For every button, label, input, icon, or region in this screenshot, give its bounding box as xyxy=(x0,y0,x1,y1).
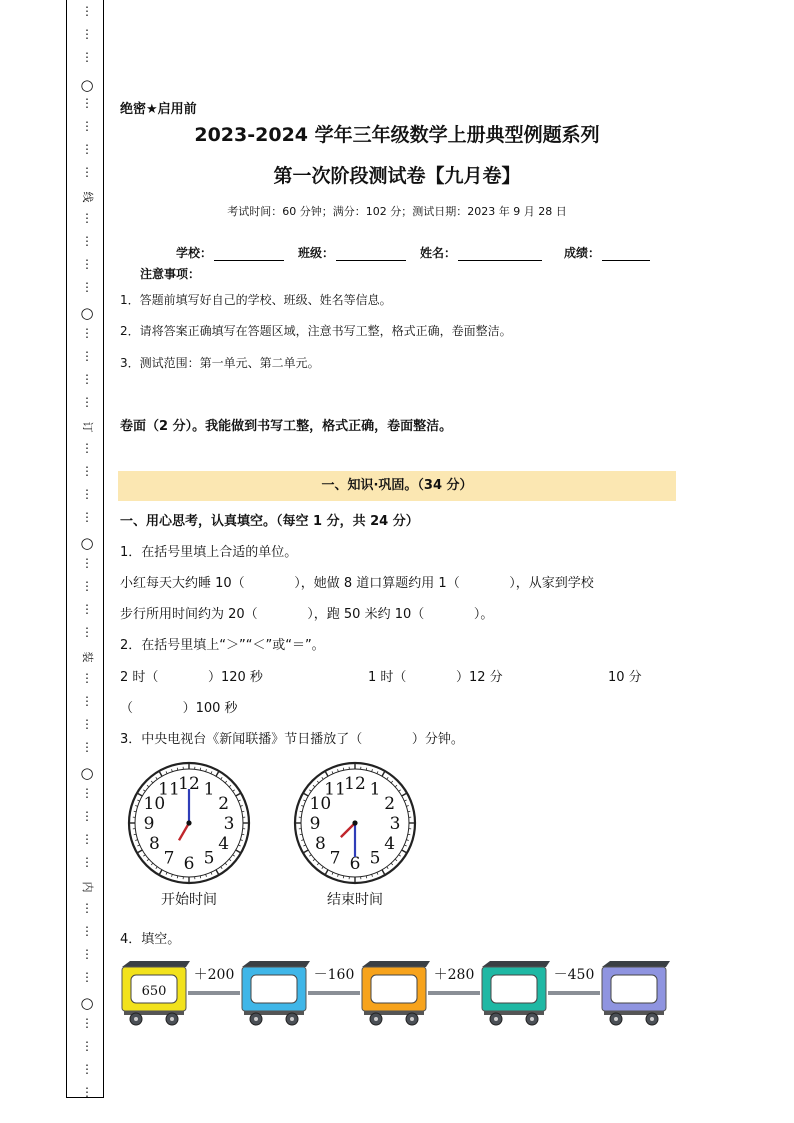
clock-number: 1 xyxy=(369,779,381,800)
start-clock xyxy=(126,760,252,886)
margin-dots: ⋮ xyxy=(81,947,93,961)
clock-tick xyxy=(177,876,178,878)
end-time-label: 结束时间 xyxy=(327,892,383,908)
score-field[interactable] xyxy=(564,244,650,261)
margin-dots: ⋮ xyxy=(81,556,93,570)
clock-number: 10 xyxy=(309,794,332,814)
margin-dots: ⋮ xyxy=(81,326,93,340)
clock-tick xyxy=(134,811,136,812)
exam-info: 考试时间：60 分钟；满分：102 分；测试日期：2023 年 9 月 28 日 xyxy=(227,205,567,218)
margin-dots: ⋮ xyxy=(81,602,93,616)
clock-number: 11 xyxy=(324,779,346,800)
coupler xyxy=(548,991,600,995)
margin-dots: ⋮ xyxy=(81,579,93,593)
margin-dots: ⋮ xyxy=(81,27,93,41)
margin-dots: ⋮ xyxy=(81,855,93,869)
margin-dots: ⋮ xyxy=(81,257,93,271)
margin-dots: ⋮ xyxy=(81,740,93,754)
q2-compare-d: （ ）100 秒 xyxy=(120,701,238,716)
margin-dots: ⋮ xyxy=(81,441,93,455)
margin-dots: ⋮ xyxy=(81,1016,93,1030)
train-car xyxy=(482,961,550,1025)
clock-number: 3 xyxy=(389,814,401,834)
margin-dots: ⋮ xyxy=(81,832,93,846)
car-window[interactable] xyxy=(611,975,657,1003)
neatness-statement: 卷面（2 分）。我能做到书写工整，格式正确，卷面整洁。 xyxy=(120,419,453,434)
margin-dots: ⋮ xyxy=(81,395,93,409)
clock-number: 4 xyxy=(218,834,230,854)
clock-number: 3 xyxy=(223,814,235,834)
clock-tick xyxy=(242,834,244,835)
class-blank[interactable] xyxy=(336,248,406,261)
student-info-row xyxy=(176,244,650,261)
school-label: 学校： xyxy=(176,246,213,260)
class-label: 班级： xyxy=(298,246,335,260)
wheel-hub xyxy=(530,1017,534,1021)
clock-number: 4 xyxy=(384,834,396,854)
clock-number: 11 xyxy=(158,779,180,800)
margin-dots: ⋮ xyxy=(81,717,93,731)
name-label: 姓名： xyxy=(420,246,457,260)
clock-number: 10 xyxy=(143,794,166,814)
clock-tick xyxy=(300,811,302,812)
exam-title: 2023-2024 学年三年级数学上册典型例题系列 xyxy=(194,124,600,146)
margin-dots: ⋮ xyxy=(81,510,93,524)
start-time-label: 开始时间 xyxy=(161,892,217,908)
margin-char: 内 xyxy=(81,881,94,893)
margin-dots: ⋮ xyxy=(81,970,93,984)
train-car xyxy=(602,961,670,1025)
q2-title: 2．在括号里填上“＞”“＜”或“＝”。 xyxy=(120,638,325,653)
clock-number: 12 xyxy=(178,774,200,794)
clock-tick xyxy=(408,834,410,835)
margin-dots: ⋮ xyxy=(81,625,93,639)
margin-dots: ⋮ xyxy=(81,924,93,938)
clock-number: 9 xyxy=(143,814,155,834)
margin-dots: ⋮ xyxy=(81,165,93,179)
margin-circle: ○ xyxy=(80,994,94,1012)
clock-number: 12 xyxy=(344,774,366,794)
q2-compare-b: 1 时（ ）12 分 xyxy=(368,670,503,685)
margin-dots: ⋮ xyxy=(81,487,93,501)
margin-dots: ⋮ xyxy=(81,1062,93,1076)
car-roof xyxy=(482,961,550,967)
coupler xyxy=(428,991,480,995)
car-roof xyxy=(602,961,670,967)
notes-heading: 注意事项： xyxy=(140,267,201,281)
margin-circle: ○ xyxy=(80,304,94,322)
margin-dots: ⋮ xyxy=(81,1039,93,1053)
car-window[interactable] xyxy=(371,975,417,1003)
clock-number: 8 xyxy=(148,834,160,854)
q1-line-2: 步行所用时间约为 20（ ），跑 50 米约 10（ ）。 xyxy=(120,607,494,622)
margin-dots: ⋮ xyxy=(81,211,93,225)
margin-dots: ⋮ xyxy=(81,234,93,248)
clock-tick xyxy=(366,768,367,770)
clock-number: 6 xyxy=(183,854,195,874)
q2-compare-a: 2 时（ ）120 秒 xyxy=(120,670,263,685)
operation-label: －160 xyxy=(313,967,355,983)
margin-dots: ⋮ xyxy=(81,349,93,363)
margin-dots: ⋮ xyxy=(81,464,93,478)
car-window[interactable] xyxy=(491,975,537,1003)
margin-dots: ⋮ xyxy=(81,671,93,685)
clock-tick xyxy=(408,811,410,812)
margin-dots: ⋮ xyxy=(81,809,93,823)
first-car-value: 650 xyxy=(141,984,167,999)
school-field[interactable] xyxy=(176,244,284,261)
q2-compare-c: 10 分 xyxy=(608,670,642,685)
margin-dots: ⋮ xyxy=(81,142,93,156)
coupler xyxy=(308,991,360,995)
margin-dots: ⋮ xyxy=(81,50,93,64)
clock-number: 2 xyxy=(384,794,396,814)
clock-tick xyxy=(343,876,344,878)
margin-dots: ⋮ xyxy=(81,1085,93,1099)
margin-dots: ⋮ xyxy=(81,96,93,110)
clock-tick xyxy=(134,834,136,835)
margin-dots: ⋮ xyxy=(81,786,93,800)
clock-number: 9 xyxy=(309,814,321,834)
confidential-label: 绝密★启用前 xyxy=(120,102,197,117)
clock-number: 2 xyxy=(218,794,230,814)
q1-line-1: 小红每天大约睡 10（ ），她做 8 道口算题约用 1（ ），从家到学校 xyxy=(120,576,594,591)
clock-tick xyxy=(200,768,201,770)
coupler xyxy=(188,991,240,995)
wheel-hub xyxy=(650,1017,654,1021)
clock-number: 7 xyxy=(163,848,175,869)
clock-tick xyxy=(366,876,367,878)
margin-char: 装 xyxy=(81,651,94,663)
name-field[interactable] xyxy=(420,244,542,261)
train-car xyxy=(362,961,430,1025)
end-clock xyxy=(292,760,418,886)
clock-tick xyxy=(177,768,178,770)
name-blank[interactable] xyxy=(458,248,542,261)
wheel-hub xyxy=(374,1017,378,1021)
clock-number: 6 xyxy=(349,854,361,874)
clock-tick xyxy=(200,876,201,878)
score-label: 成绩： xyxy=(564,246,601,260)
q3-title: 3．中央电视台《新闻联播》节日播放了（ ）分钟。 xyxy=(120,732,464,747)
car-roof xyxy=(122,961,190,967)
clock-tick xyxy=(343,768,344,770)
operation-label: ＋200 xyxy=(193,967,235,983)
clock-tick xyxy=(300,834,302,835)
operation-label: －450 xyxy=(553,967,595,983)
margin-dots: ⋮ xyxy=(81,119,93,133)
note-item-3: 3．测试范围：第一单元、第二单元。 xyxy=(120,356,320,370)
car-window[interactable] xyxy=(251,975,297,1003)
school-blank[interactable] xyxy=(214,248,284,261)
number-train xyxy=(118,955,678,1027)
operation-label: ＋280 xyxy=(433,967,475,983)
margin-dots: ⋮ xyxy=(81,901,93,915)
clock-number: 1 xyxy=(203,779,215,800)
note-item-2: 2．请将答案正确填写在答题区域，注意书写工整，格式正确，卷面整洁。 xyxy=(120,324,512,338)
margin-dots: ⋮ xyxy=(81,694,93,708)
clock-number: 5 xyxy=(369,848,381,869)
margin-circle: ○ xyxy=(80,764,94,782)
margin-circle: ○ xyxy=(80,534,94,552)
wheel-hub xyxy=(614,1017,618,1021)
margin-circle: ○ xyxy=(80,76,94,94)
margin-char: 线 xyxy=(81,191,94,203)
q4-title: 4．填空。 xyxy=(120,932,181,947)
section-1-banner: 一、知识·巩固。（34 分） xyxy=(118,471,676,501)
clock-center xyxy=(352,820,357,825)
q1-title: 1．在括号里填上合适的单位。 xyxy=(120,545,298,560)
wheel-hub xyxy=(170,1017,174,1021)
car-roof xyxy=(242,961,310,967)
train-car xyxy=(122,961,190,1025)
clock-number: 7 xyxy=(329,848,341,869)
note-item-1: 1．答题前填写好自己的学校、班级、姓名等信息。 xyxy=(120,293,392,307)
exam-subtitle: 第一次阶段测试卷【九月卷】 xyxy=(273,165,521,187)
class-field[interactable] xyxy=(298,244,406,261)
margin-char: 订 xyxy=(81,421,94,433)
car-roof xyxy=(362,961,430,967)
wheel-hub xyxy=(290,1017,294,1021)
wheel-hub xyxy=(254,1017,258,1021)
score-blank[interactable] xyxy=(602,248,650,261)
margin-dots: ⋮ xyxy=(81,4,93,18)
margin-dots: ⋮ xyxy=(81,280,93,294)
wheel-hub xyxy=(410,1017,414,1021)
clock-number: 8 xyxy=(314,834,326,854)
wheel-hub xyxy=(134,1017,138,1021)
clock-center xyxy=(186,820,191,825)
margin-dots: ⋮ xyxy=(81,372,93,386)
wheel-hub xyxy=(494,1017,498,1021)
clock-tick xyxy=(242,811,244,812)
part-1-heading: 一、用心思考，认真填空。（每空 1 分，共 24 分） xyxy=(120,514,419,529)
train-car xyxy=(242,961,310,1025)
clock-number: 5 xyxy=(203,848,215,869)
